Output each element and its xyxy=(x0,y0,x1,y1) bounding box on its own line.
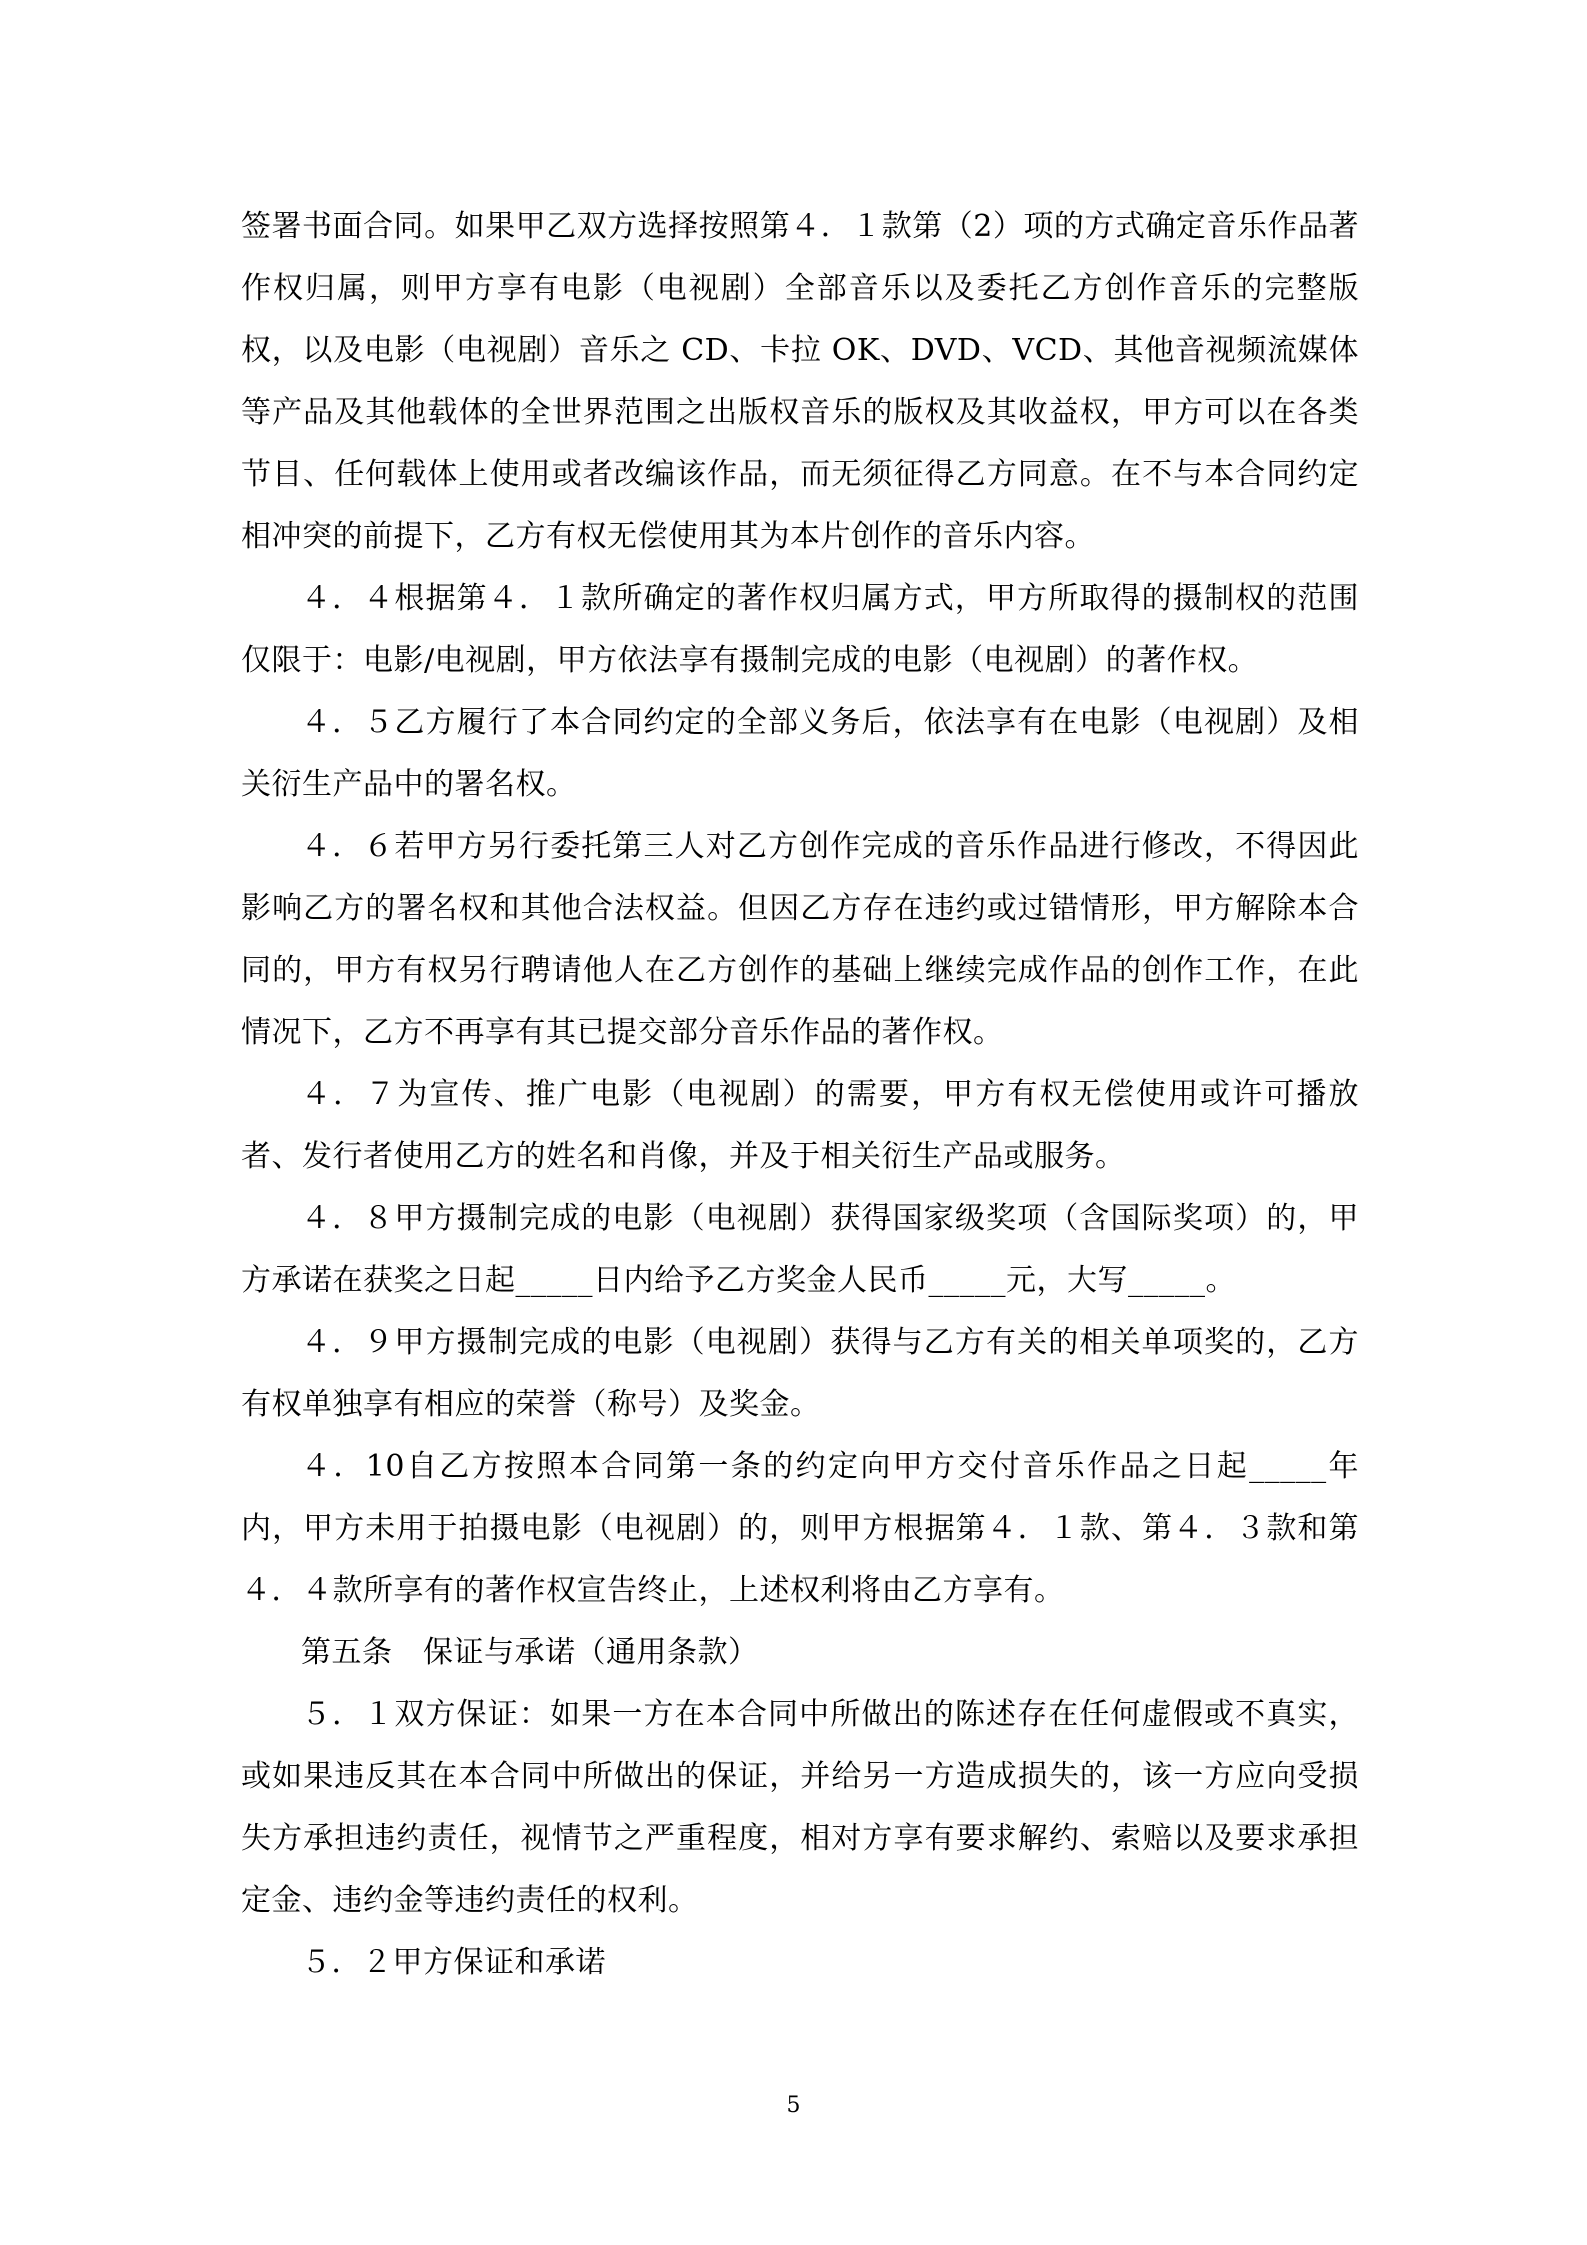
paragraph-4-8: ４．８甲方摄制完成的电影（电视剧）获得国家级奖项（含国际奖项）的，甲方承诺在获奖之日起_____日内给予乙方奖金人民币_____元，大写_____。 xyxy=(241,1201,1359,1298)
paragraph-4-5: ４．５乙方履行了本合同约定的全部义务后，依法享有在电影（电视剧）及相关衍生产品中的署名权。 xyxy=(241,705,1359,802)
page-number: 5 xyxy=(786,2093,801,2118)
section-heading-article-5: 第五条 保证与承诺（通用条款） xyxy=(301,1635,759,1670)
paragraph-4-6: ４．６若甲方另行委托第三人对乙方创作完成的音乐作品进行修改，不得因此影响乙方的署名权和其他合法权益。但因乙方存在违约或过错情形，甲方解除本合同的，甲方有权另行聘请他人在乙方创作的基础上继续完成作品的创作工作，在此情况下，乙方不再享有其已提交部分音乐作品的著作权。 xyxy=(241,829,1359,1050)
paragraph-4-7: ４．７为宣传、推广电影（电视剧）的需要，甲方有权无偿使用或许可播放者、发行者使用乙方的姓名和肖像，并及于相关衍生产品或服务。 xyxy=(241,1077,1359,1174)
paragraph-continuation: 签署书面合同。如果甲乙双方选择按照第４．１款第（2）项的方式确定音乐作品著作权归属，则甲方享有电影（电视剧）全部音乐以及委托乙方创作音乐的完整版权，以及电影（电视剧）音乐之 CD、卡拉 OK、DVD、VCD、其他音视频流媒体等产品及其他载体的全世界范围之出版权音乐的版权及其收益权，甲方可以在各类节目、任何载体上使用或者改编该作品，而无须征得乙方同意。在不与本合同约定相冲突的前提下，乙方有权无偿使用其为本片创作的音乐内容。 xyxy=(241,209,1359,554)
paragraph-5-2: ５．２甲方保证和承诺 xyxy=(301,1945,606,1980)
document-body xyxy=(241,196,1359,1994)
paragraph-4-9: ４．９甲方摄制完成的电影（电视剧）获得与乙方有关的相关单项奖的，乙方有权单独享有相应的荣誉（称号）及奖金。 xyxy=(241,1325,1359,1422)
paragraph-4-4: ４．４根据第４．１款所确定的著作权归属方式，甲方所取得的摄制权的范围仅限于：电影/电视剧，甲方依法享有摄制完成的电影（电视剧）的著作权。 xyxy=(241,581,1359,678)
paragraph-5-1: ５．１双方保证：如果一方在本合同中所做出的陈述存在任何虚假或不真实，或如果违反其在本合同中所做出的保证，并给另一方造成损失的，该一方应向受损失方承担违约责任，视情节之严重程度，相对方享有要求解约、索赔以及要求承担定金、违约金等违约责任的权利。 xyxy=(241,1697,1359,1918)
paragraph-4-10: ４．10自乙方按照本合同第一条的约定向甲方交付音乐作品之日起_____年内，甲方未用于拍摄电影（电视剧）的，则甲方根据第４．１款、第４．３款和第４．４款所享有的著作权宣告终止，上述权利将由乙方享有。 xyxy=(241,1449,1359,1608)
